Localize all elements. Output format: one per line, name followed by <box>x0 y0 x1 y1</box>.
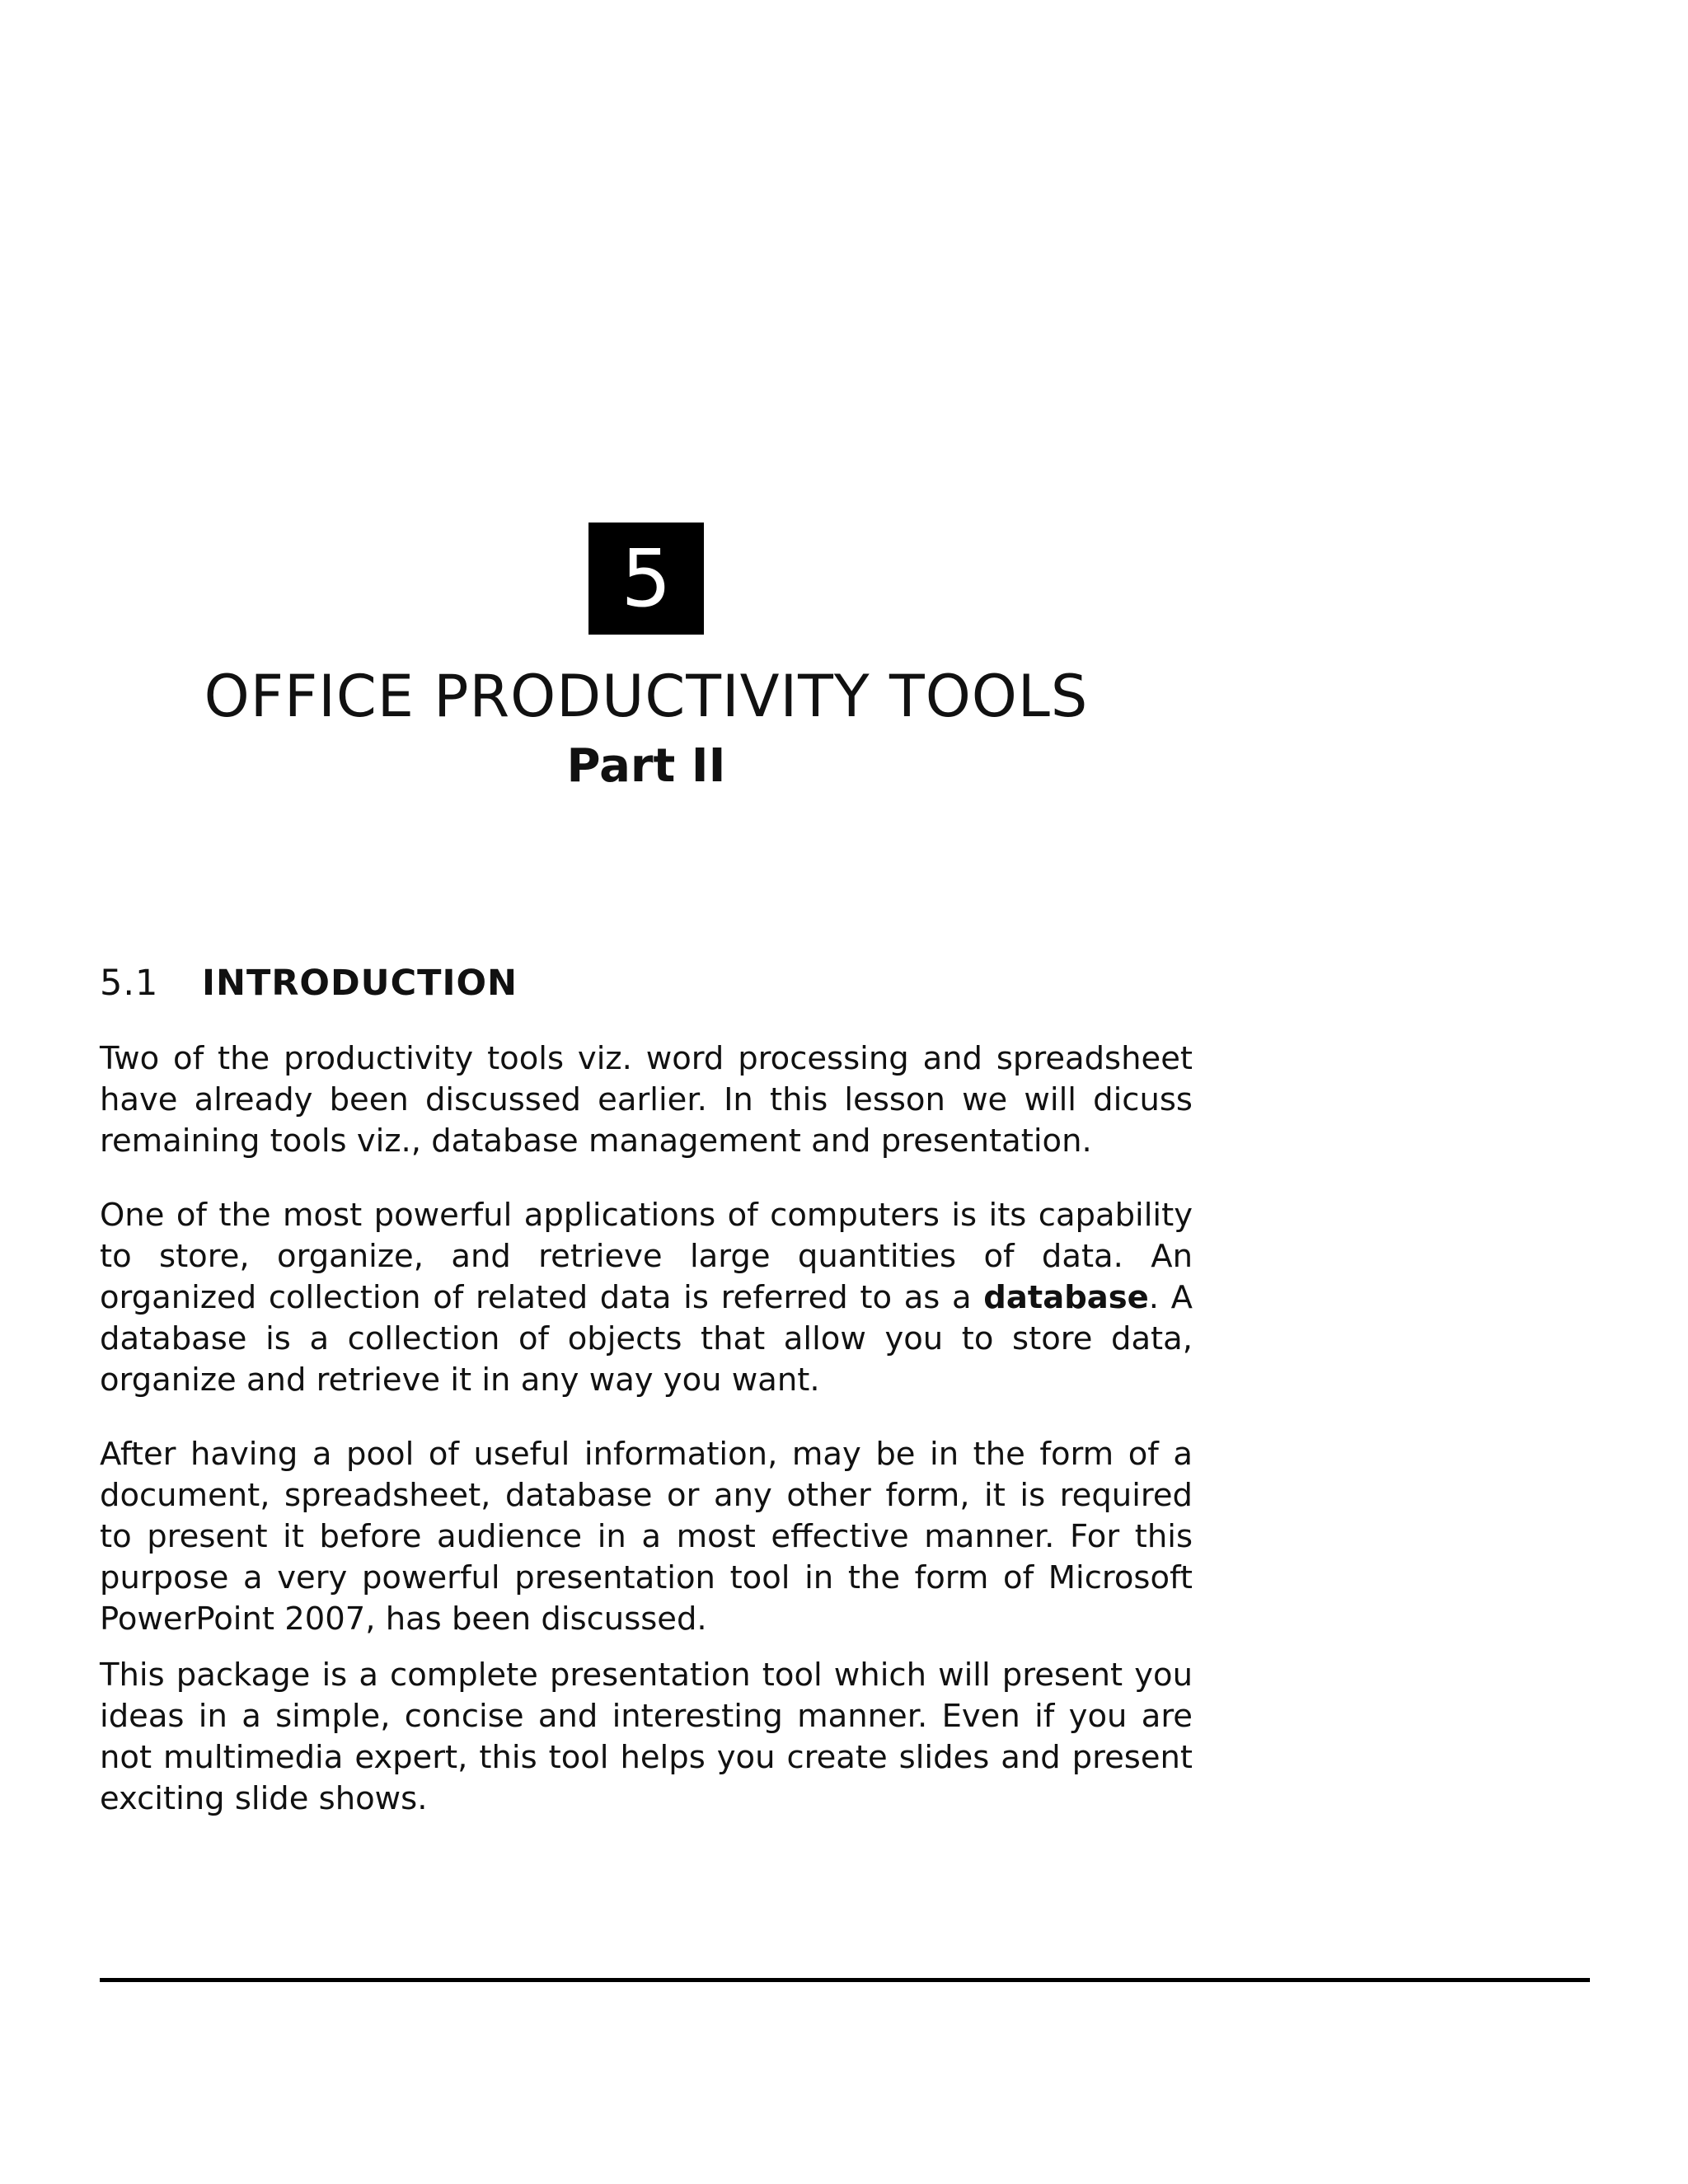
intro-paragraph-3: After having a pool of useful information, may be in the form of a document, spreadsheet, database or any other form, it is required to present it before audience in a most effective manner. For this purpose a very powerful presentation tool in the form of Microsoft PowerPoint 2007, has been discussed. <box>100 1436 1193 1638</box>
section-title: INTRODUCTION <box>202 963 518 1004</box>
footer-divider <box>100 1978 1590 1982</box>
chapter-number: 5 <box>621 532 672 625</box>
intro-paragraph-2 <box>100 1195 1193 1401</box>
chapter-number-badge <box>588 523 704 635</box>
intro-paragraph-1: Two of the productivity tools viz. word processing and spreadsheet have already been discussed earlier. In this lesson we will dicuss remaining tools viz., database management and presentation. <box>100 1040 1193 1160</box>
chapter-subtitle: Part II <box>566 739 726 793</box>
section-heading <box>100 958 518 1008</box>
chapter-title: OFFICE PRODUCTIVITY TOOLS <box>204 663 1089 730</box>
paragraph-2-text-before: One of the most powerful applications of computers is its capability to store, organize, and retrieve large quantities of data. An organized collection of related data is referred to as a <box>100 1197 1193 1316</box>
section-number: 5.1 <box>100 963 159 1004</box>
intro-paragraph-4: This package is a complete presentation tool which will present you ideas in a simple, concise and interesting manner. Even if you are not multimedia expert, this tool helps you create slides and present exciting slide shows. <box>100 1657 1193 1817</box>
database-term: database <box>983 1279 1149 1316</box>
paragraph-2-text-after: . A database is a collection of objects that allow you to store data, organize and retrieve it in any way you want. <box>100 1279 1193 1399</box>
